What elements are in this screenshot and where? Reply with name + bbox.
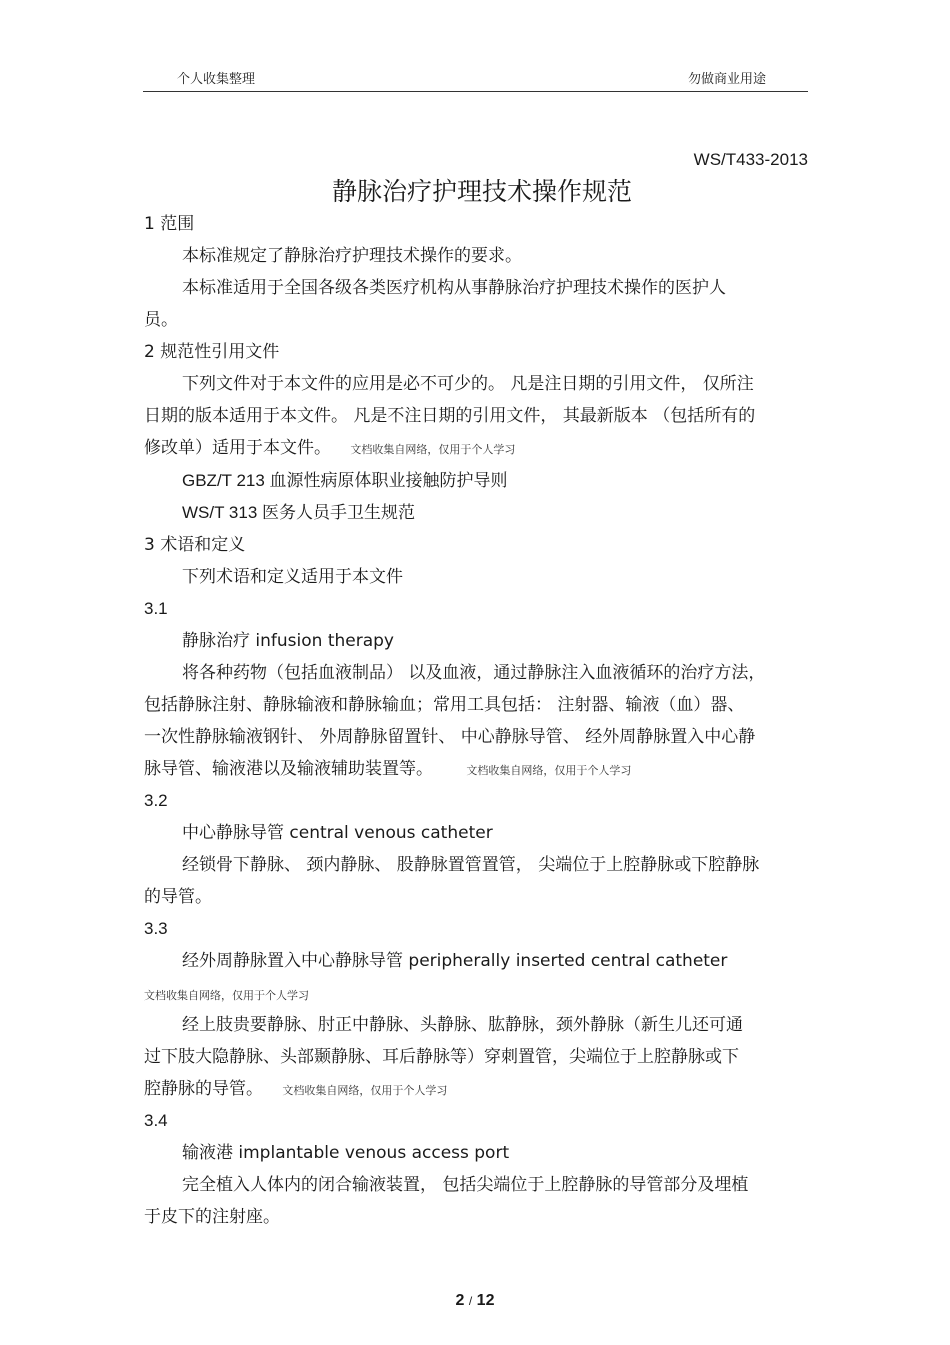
section-1-heading: 1 范围	[144, 214, 195, 234]
source-note: 文档收集自网络，仅用于个人学习	[144, 989, 309, 1002]
term-number: 3.4	[144, 1111, 168, 1130]
reference-item: WS/T 313 医务人员手卫生规范	[182, 503, 415, 522]
source-note: 文档收集自网络，仅用于个人学习	[350, 443, 516, 456]
term-definition: 过下肢大隐静脉、头部颞静脉、耳后静脉等）穿刺置管，尖端位于上腔静脉或下	[144, 1047, 739, 1067]
section-2-paragraph	[144, 438, 515, 460]
term-definition	[144, 1079, 447, 1101]
section-1-paragraph: 员。	[144, 310, 178, 330]
reference-item: GBZ/T 213 血源性病原体职业接触防护导则	[182, 471, 508, 490]
header-rule	[143, 91, 808, 92]
document-title: 静脉治疗护理技术操作规范	[331, 177, 632, 206]
standard-number: WS/T433-2013	[693, 150, 808, 169]
page-separator: /	[468, 1294, 473, 1308]
term-number: 3.3	[144, 919, 168, 938]
page-header-right: 勿做商业用途	[688, 72, 767, 87]
paragraph-text: 脉导管、输液港以及输液辅助装置等。	[144, 759, 433, 779]
page-number	[0, 1292, 950, 1310]
term-definition: 的导管。	[144, 887, 212, 907]
term-name: 输液港 implantable venous access port	[182, 1143, 510, 1163]
source-note: 文档收集自网络，仅用于个人学习	[466, 764, 632, 777]
term-definition: 一次性静脉输液钢针、 外周静脉留置针、 中心静脉导管、 经外周静脉置入中心静	[144, 727, 756, 747]
section-2-paragraph: 下列文件对于本文件的应用是必不可少的。 凡是注日期的引用文件， 仅所注	[182, 374, 754, 394]
source-note: 文档收集自网络，仅用于个人学习	[282, 1084, 448, 1097]
paragraph-text: 腔静脉的导管。	[144, 1079, 263, 1099]
section-2-paragraph: 日期的版本适用于本文件。 凡是不注日期的引用文件， 其最新版本 （包括所有的	[144, 406, 756, 426]
term-definition: 于皮下的注射座。	[144, 1207, 280, 1227]
term-definition: 经上肢贵要静脉、肘正中静脉、头静脉、肱静脉，颈外静脉（新生儿还可通	[182, 1015, 743, 1035]
page-current: 2	[455, 1292, 465, 1309]
section-1-paragraph: 本标准规定了静脉治疗护理技术操作的要求。	[182, 246, 522, 266]
section-3-paragraph: 下列术语和定义适用于本文件	[182, 567, 403, 587]
section-3-heading: 3 术语和定义	[144, 535, 246, 555]
term-name: 经外周静脉置入中心静脉导管 peripherally inserted central catheter	[182, 951, 728, 971]
term-definition: 包括静脉注射、静脉输液和静脉输血；常用工具包括： 注射器、输液（血）器、	[144, 695, 745, 715]
page-total: 12	[476, 1292, 495, 1309]
section-1-paragraph: 本标准适用于全国各级各类医疗机构从事静脉治疗护理技术操作的医护人	[182, 278, 726, 298]
term-number: 3.2	[144, 791, 168, 810]
paragraph-text: 修改单）适用于本文件。	[144, 438, 331, 458]
term-number: 3.1	[144, 599, 168, 618]
term-definition: 将各种药物（包括血液制品） 以及血液，通过静脉注入血液循环的治疗方法，	[182, 663, 766, 683]
page-header-left: 个人收集整理	[177, 72, 256, 87]
term-name: 静脉治疗 infusion therapy	[182, 631, 394, 651]
term-name: 中心静脉导管 central venous catheter	[182, 823, 493, 843]
term-definition: 经锁骨下静脉、 颈内静脉、 股静脉置管置管， 尖端位于上腔静脉或下腔静脉	[182, 855, 760, 875]
section-2-heading: 2 规范性引用文件	[144, 342, 280, 362]
term-definition: 完全植入人体内的闭合输液装置， 包括尖端位于上腔静脉的导管部分及埋植	[182, 1175, 749, 1195]
term-definition	[144, 759, 631, 781]
